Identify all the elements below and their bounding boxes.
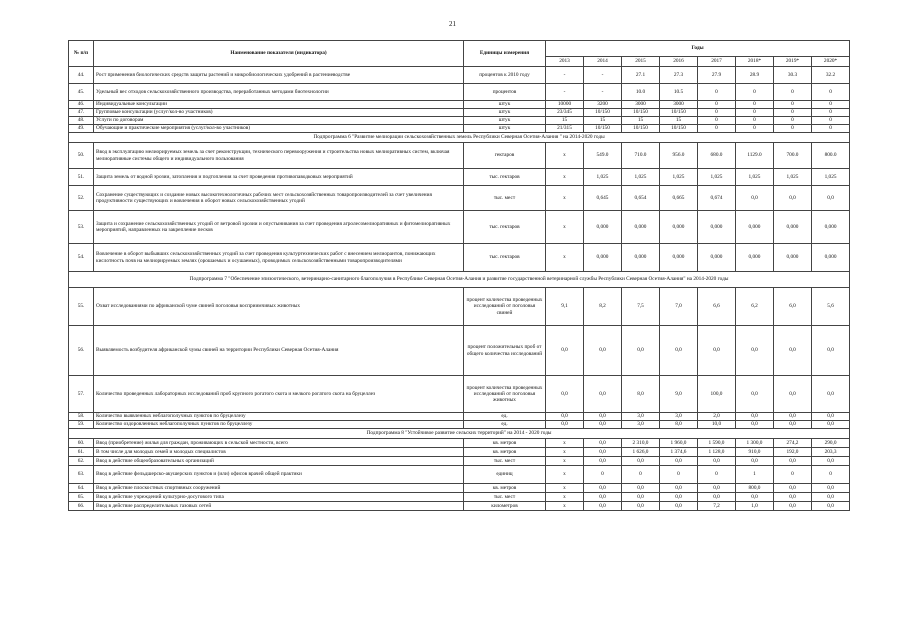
unit-cell: кв. метров [464, 439, 546, 448]
value-cell: 0 [736, 84, 774, 101]
value-cell: 0,0 [546, 421, 584, 429]
indicator-name: Количество проведенных лабораторных исследований проб крупного рогатого скота и мелкого рогатого скота на бруцеллез [94, 376, 464, 413]
row-number: 58. [69, 413, 94, 421]
value-cell: 15 [660, 117, 698, 125]
value-cell: х [546, 484, 584, 493]
row-number: 63. [69, 466, 94, 484]
value-cell: 10000 [546, 101, 584, 109]
value-cell: 0,0 [698, 326, 736, 376]
table-row [69, 457, 850, 466]
table-row [69, 288, 850, 326]
indicator-name: Ввод (приобретение) жилья для граждан, проживающих в сельской местности, всего [94, 439, 464, 448]
value-cell: 0 [698, 125, 736, 133]
section-title: Подпрограмма 6 "Развитие мелиорации сельскохозяйственных земель Республики Северная Осетия-Алания " на 2014-2020 годы [69, 133, 850, 143]
table-row [69, 84, 850, 101]
unit-cell: тыс. гектаров [464, 169, 546, 186]
unit-cell: штук [464, 101, 546, 109]
indicator-name: Ввод в действие распределительных газовых сетей [94, 502, 464, 511]
value-cell: 290,0 [812, 439, 850, 448]
row-number: 57. [69, 376, 94, 413]
value-cell: 0,0 [660, 502, 698, 511]
value-cell: 0,000 [774, 244, 812, 272]
value-cell: 0,0 [736, 186, 774, 211]
value-cell: - [546, 84, 584, 101]
value-cell: х [546, 493, 584, 502]
value-cell: 1 128,0 [698, 448, 736, 457]
value-cell: 0,0 [812, 326, 850, 376]
header-year: 2016 [660, 57, 698, 67]
section-row [69, 272, 850, 288]
value-cell: 0,0 [584, 413, 622, 421]
value-cell: 1,025 [584, 169, 622, 186]
value-cell: 0,0 [546, 326, 584, 376]
table-row [69, 502, 850, 511]
header-year: 2018* [736, 57, 774, 67]
value-cell: 0,0 [698, 484, 736, 493]
unit-cell: штук [464, 117, 546, 125]
value-cell: 0,0 [736, 326, 774, 376]
value-cell: 0,0 [584, 493, 622, 502]
header-year: 2019* [774, 57, 812, 67]
table-row [69, 421, 850, 429]
section-row [69, 429, 850, 439]
row-number: 52. [69, 186, 94, 211]
value-cell: 6,2 [736, 288, 774, 326]
value-cell: 3,0 [622, 421, 660, 429]
indicator-name: Сохранение существующих и создание новых высокотехнологичных рабочих мест сельскохозяйственных товаропроизводителей за счет увеличения продуктивности существующих и вовлечения в оборот новых сельскохозяйственных угодий [94, 186, 464, 211]
value-cell: 21/315 [546, 125, 584, 133]
value-cell: 9,1 [546, 288, 584, 326]
unit-cell: процент положительных проб от общего количества исследований [464, 326, 546, 376]
row-number: 51. [69, 169, 94, 186]
value-cell: 0,0 [774, 457, 812, 466]
value-cell: 0,000 [812, 211, 850, 244]
value-cell: 0,674 [698, 186, 736, 211]
value-cell: 0 [812, 125, 850, 133]
value-cell: 1,025 [698, 169, 736, 186]
value-cell: 0 [698, 466, 736, 484]
unit-cell: единиц [464, 466, 546, 484]
value-cell: х [546, 439, 584, 448]
unit-cell: процентов к 2010 году [464, 67, 546, 84]
value-cell: 0 [736, 117, 774, 125]
value-cell: 0,0 [584, 439, 622, 448]
value-cell: 0,0 [774, 186, 812, 211]
value-cell: 0 [736, 125, 774, 133]
table-row [69, 484, 850, 493]
table-row [69, 169, 850, 186]
value-cell: 1,025 [812, 169, 850, 186]
value-cell: 9,0 [660, 376, 698, 413]
indicators-table [68, 40, 850, 511]
value-cell: 1 626,0 [622, 448, 660, 457]
value-cell: 0,0 [584, 448, 622, 457]
value-cell: 0 [736, 109, 774, 117]
value-cell: 0 [774, 125, 812, 133]
value-cell: 0,0 [736, 457, 774, 466]
value-cell: 910,0 [736, 448, 774, 457]
value-cell: 0,0 [736, 413, 774, 421]
value-cell: 0 [698, 117, 736, 125]
table-row [69, 109, 850, 117]
unit-cell: штук [464, 109, 546, 117]
value-cell: 0,0 [698, 457, 736, 466]
value-cell: 0,000 [736, 244, 774, 272]
value-cell: 0,000 [812, 244, 850, 272]
value-cell: 23/345 [546, 109, 584, 117]
value-cell: 0,0 [660, 484, 698, 493]
value-cell: 15 [584, 117, 622, 125]
value-cell: 956.0 [660, 143, 698, 169]
value-cell: 0,000 [584, 211, 622, 244]
value-cell: 10/150 [660, 125, 698, 133]
value-cell: 0,0 [546, 376, 584, 413]
value-cell: 0,645 [584, 186, 622, 211]
table-row [69, 413, 850, 421]
value-cell: 0,000 [622, 244, 660, 272]
table-row [69, 244, 850, 272]
header-row [69, 41, 850, 57]
value-cell: 0 [660, 466, 698, 484]
value-cell: х [546, 244, 584, 272]
value-cell: 0,0 [812, 502, 850, 511]
value-cell: 15 [622, 117, 660, 125]
table-body [69, 67, 850, 511]
row-number: 66. [69, 502, 94, 511]
value-cell: 1,0 [736, 502, 774, 511]
row-number: 55. [69, 288, 94, 326]
value-cell: 0,654 [622, 186, 660, 211]
value-cell: 0,0 [736, 376, 774, 413]
value-cell: 0,000 [736, 211, 774, 244]
value-cell: 7,0 [660, 288, 698, 326]
value-cell: 3000 [622, 101, 660, 109]
value-cell: 27.9 [698, 67, 736, 84]
value-cell: 0,000 [584, 244, 622, 272]
table-row [69, 448, 850, 457]
value-cell: 3,0 [622, 413, 660, 421]
value-cell: 0 [584, 466, 622, 484]
indicator-name: Количество оздоровленных неблагополучных пунктов по бруцеллезу [94, 421, 464, 429]
table-row [69, 186, 850, 211]
indicator-name: Услуги по договорам [94, 117, 464, 125]
value-cell: 0 [812, 101, 850, 109]
value-cell: 0 [812, 84, 850, 101]
section-title: Подпрограмма 7 "Обеспечение эпизоотического, ветеринарно-санитарного благополучия в Республике Северная Осетия-Алания и развитие государственной ветеринарной службы Республики Северная Осетия-Алания" на 2014-2020 годы [69, 272, 850, 288]
value-cell: 0 [698, 84, 736, 101]
indicator-name: Ввод в эксплуатацию мелиорируемых земель за счет реконструкции, технического перевооружения и строительства новых мелиоративных систем, включая мелиоративные системы общего и индивидуального пользования [94, 143, 464, 169]
value-cell: 0,0 [622, 484, 660, 493]
value-cell: 0 [774, 84, 812, 101]
unit-cell: штук [464, 125, 546, 133]
value-cell: 0 [812, 466, 850, 484]
value-cell: 10/150 [660, 109, 698, 117]
value-cell: 30.3 [774, 67, 812, 84]
value-cell: 0,0 [774, 326, 812, 376]
value-cell: 0,0 [774, 484, 812, 493]
value-cell: 2 310,0 [622, 439, 660, 448]
indicator-name: В том числе для молодых семей и молодых специалистов [94, 448, 464, 457]
value-cell: х [546, 211, 584, 244]
section-row [69, 133, 850, 143]
value-cell: 8,2 [584, 288, 622, 326]
value-cell: 700.0 [774, 143, 812, 169]
unit-cell: кв. метров [464, 448, 546, 457]
indicator-name: Ввод в действие плоскостных спортивных сооружений [94, 484, 464, 493]
value-cell: - [584, 84, 622, 101]
table-row [69, 143, 850, 169]
value-cell: 0,000 [660, 244, 698, 272]
value-cell: х [546, 143, 584, 169]
value-cell: 3000 [660, 101, 698, 109]
value-cell: 192,0 [774, 448, 812, 457]
value-cell: 0 [736, 101, 774, 109]
value-cell: 800.0 [812, 143, 850, 169]
unit-cell: километров [464, 502, 546, 511]
value-cell: 0,0 [660, 493, 698, 502]
value-cell: 10.0 [622, 84, 660, 101]
header-year: 2017 [698, 57, 736, 67]
value-cell: 0,0 [584, 376, 622, 413]
value-cell: 0,0 [660, 457, 698, 466]
indicator-name: Ввод в действие фельдшерско-акушерских пунктов и (или) офисов врачей общей практики [94, 466, 464, 484]
row-number: 61. [69, 448, 94, 457]
header-year: 2013 [546, 57, 584, 67]
unit-cell: кв. метров [464, 484, 546, 493]
value-cell: 0 [774, 117, 812, 125]
section-title: Подпрограмма 8 "Устойчивое развитие сельских территорий" на 2014 - 2020 годы [69, 429, 850, 439]
value-cell: 0,0 [622, 502, 660, 511]
unit-cell: тыс. мест [464, 186, 546, 211]
indicator-name: Охват исследованиями по африканской чуме свиней поголовья восприимчивых животных [94, 288, 464, 326]
row-number: 53. [69, 211, 94, 244]
value-cell: 0,0 [622, 326, 660, 376]
value-cell: х [546, 466, 584, 484]
value-cell: 0,0 [546, 413, 584, 421]
value-cell: 1,025 [622, 169, 660, 186]
indicator-name: Обучающие и практические мероприятия (услуг/кол-во участников) [94, 125, 464, 133]
table-row [69, 125, 850, 133]
value-cell: 0,0 [812, 484, 850, 493]
unit-cell: ед. [464, 413, 546, 421]
value-cell: 0,0 [622, 493, 660, 502]
value-cell: х [546, 186, 584, 211]
value-cell: 1 [736, 466, 774, 484]
indicator-name: Ввод в действие учреждений культурно-досугового типа [94, 493, 464, 502]
value-cell: 0 [622, 466, 660, 484]
value-cell: 0,0 [584, 421, 622, 429]
value-cell: 0,0 [774, 421, 812, 429]
value-cell: 0 [774, 109, 812, 117]
row-number: 50. [69, 143, 94, 169]
value-cell: 0 [812, 117, 850, 125]
row-number: 54. [69, 244, 94, 272]
value-cell: 0,0 [584, 484, 622, 493]
header-year: 2015 [622, 57, 660, 67]
page-number: 21 [449, 20, 456, 28]
value-cell: 0,0 [698, 493, 736, 502]
value-cell: 32.2 [812, 67, 850, 84]
unit-cell: тыс. гектаров [464, 244, 546, 272]
value-cell: 3200 [584, 101, 622, 109]
row-number: 49. [69, 125, 94, 133]
indicator-name: Ввод в действие общеобразовательных организаций [94, 457, 464, 466]
value-cell: 3,0 [660, 413, 698, 421]
value-cell: 10/150 [622, 125, 660, 133]
indicator-name: Выявляемость возбудителя африканской чумы свиней на территории Республики Северная Осетия-Алания [94, 326, 464, 376]
table-row [69, 466, 850, 484]
indicator-name: Количество выявленных неблагополучных пунктов по бруцеллезу [94, 413, 464, 421]
value-cell: 0 [774, 466, 812, 484]
unit-cell: процент количества проведенных исследований от поголовья животных [464, 376, 546, 413]
value-cell: 274,2 [774, 439, 812, 448]
value-cell: 549.0 [584, 143, 622, 169]
row-number: 44. [69, 67, 94, 84]
value-cell: х [546, 169, 584, 186]
row-number: 65. [69, 493, 94, 502]
value-cell: 0,000 [622, 211, 660, 244]
row-number: 46. [69, 101, 94, 109]
header-unit: Единицы измерения [464, 41, 546, 67]
value-cell: 5,6 [812, 288, 850, 326]
value-cell: 0 [698, 101, 736, 109]
value-cell: 0,000 [660, 211, 698, 244]
value-cell: 6,0 [774, 288, 812, 326]
value-cell: 0,0 [584, 457, 622, 466]
indicator-name: Вовлечение в оборот выбывших сельскохозяйственных угодий за счет проведения культуртехнических работ с внесением мелиорантов, понижающих кислотность почв на мелиорируемых землях (орошаемых и осушаемых), проводимых сельскохозяйственными товаропроизводителями [94, 244, 464, 272]
value-cell: 800,0 [736, 484, 774, 493]
value-cell: 0,0 [622, 457, 660, 466]
value-cell: 0,0 [812, 376, 850, 413]
value-cell: 0,0 [774, 376, 812, 413]
value-cell: 10/150 [584, 109, 622, 117]
indicator-name: Групповые консультации (услуг/кол-во участников) [94, 109, 464, 117]
value-cell: 7,2 [698, 502, 736, 511]
value-cell: 0,0 [774, 502, 812, 511]
value-cell: 680.0 [698, 143, 736, 169]
header-year: 2014 [584, 57, 622, 67]
table-row [69, 101, 850, 109]
value-cell: 0,0 [584, 502, 622, 511]
indicator-name: Рост применения биологических средств защиты растений и микробиологических удобрений в растениеводстве [94, 67, 464, 84]
value-cell: 0,0 [812, 413, 850, 421]
value-cell: 0 [698, 109, 736, 117]
value-cell: 1,025 [660, 169, 698, 186]
value-cell: 0,000 [698, 211, 736, 244]
value-cell: 100,0 [698, 376, 736, 413]
value-cell: 0,0 [736, 421, 774, 429]
value-cell: 1 300,0 [736, 439, 774, 448]
value-cell: 27.3 [660, 67, 698, 84]
value-cell: 10/150 [622, 109, 660, 117]
row-number: 62. [69, 457, 94, 466]
table-row [69, 67, 850, 84]
unit-cell: гектаров [464, 143, 546, 169]
indicator-name: Удельный вес отходов сельскохозяйственного производства, переработанных методами биотехнологии [94, 84, 464, 101]
value-cell: 1129.0 [736, 143, 774, 169]
value-cell: 2,0 [698, 413, 736, 421]
value-cell: 0,0 [660, 326, 698, 376]
value-cell: 1 960,0 [660, 439, 698, 448]
header-num: № п/п [69, 41, 94, 67]
value-cell: 0,0 [774, 493, 812, 502]
value-cell: х [546, 502, 584, 511]
value-cell: 203,3 [812, 448, 850, 457]
indicator-name: Защита земель от водной эрозии, затопления и подтопления за счет проведения противопаводковых мероприятий [94, 169, 464, 186]
unit-cell: ед. [464, 421, 546, 429]
value-cell: 8,0 [660, 421, 698, 429]
row-number: 59. [69, 421, 94, 429]
row-number: 48. [69, 117, 94, 125]
value-cell: 10.5 [660, 84, 698, 101]
header-year: 2020* [812, 57, 850, 67]
header-years-group: Годы [546, 41, 850, 57]
header-name: Наименование показателя (индикатора) [94, 41, 464, 67]
value-cell: 0 [774, 101, 812, 109]
value-cell: 0,0 [774, 413, 812, 421]
table-row [69, 211, 850, 244]
value-cell: 0,0 [812, 457, 850, 466]
value-cell: 27.1 [622, 67, 660, 84]
value-cell: 15 [546, 117, 584, 125]
value-cell: 0,0 [812, 493, 850, 502]
row-number: 60. [69, 439, 94, 448]
value-cell: 0,000 [698, 244, 736, 272]
value-cell: 0,000 [774, 211, 812, 244]
table-row [69, 117, 850, 125]
value-cell: - [584, 67, 622, 84]
value-cell: 0,0 [812, 421, 850, 429]
table-row [69, 376, 850, 413]
value-cell: - [546, 67, 584, 84]
row-number: 47. [69, 109, 94, 117]
row-number: 56. [69, 326, 94, 376]
value-cell: 10/150 [584, 125, 622, 133]
value-cell: 1,025 [736, 169, 774, 186]
value-cell: 28.9 [736, 67, 774, 84]
row-number: 64. [69, 484, 94, 493]
row-number: 45. [69, 84, 94, 101]
value-cell: х [546, 457, 584, 466]
indicator-name: Защита и сохранение сельскохозяйственных угодий от ветровой эрозии и опустынивания за счет проведения агролесомелиоративных и фитомелиоративных мероприятий, направленных на закрепление песков [94, 211, 464, 244]
unit-cell: тыс. мест [464, 457, 546, 466]
unit-cell: тыс. гектаров [464, 211, 546, 244]
value-cell: х [546, 448, 584, 457]
unit-cell: процент количества проведенных исследований от поголовья свиней [464, 288, 546, 326]
value-cell: 6,6 [698, 288, 736, 326]
value-cell: 0 [812, 109, 850, 117]
value-cell: 1,025 [774, 169, 812, 186]
table-row [69, 439, 850, 448]
value-cell: 10,0 [698, 421, 736, 429]
value-cell: 1 590,0 [698, 439, 736, 448]
unit-cell: процентов [464, 84, 546, 101]
table-row [69, 493, 850, 502]
value-cell: 0,0 [584, 326, 622, 376]
value-cell: 710.0 [622, 143, 660, 169]
value-cell: 0,665 [660, 186, 698, 211]
unit-cell: тыс. мест [464, 493, 546, 502]
value-cell: 0,0 [736, 493, 774, 502]
table-row [69, 326, 850, 376]
value-cell: 1 374,6 [660, 448, 698, 457]
indicator-name: Индивидуальные консультации [94, 101, 464, 109]
value-cell: 8,0 [622, 376, 660, 413]
value-cell: 0,0 [812, 186, 850, 211]
value-cell: 7,5 [622, 288, 660, 326]
